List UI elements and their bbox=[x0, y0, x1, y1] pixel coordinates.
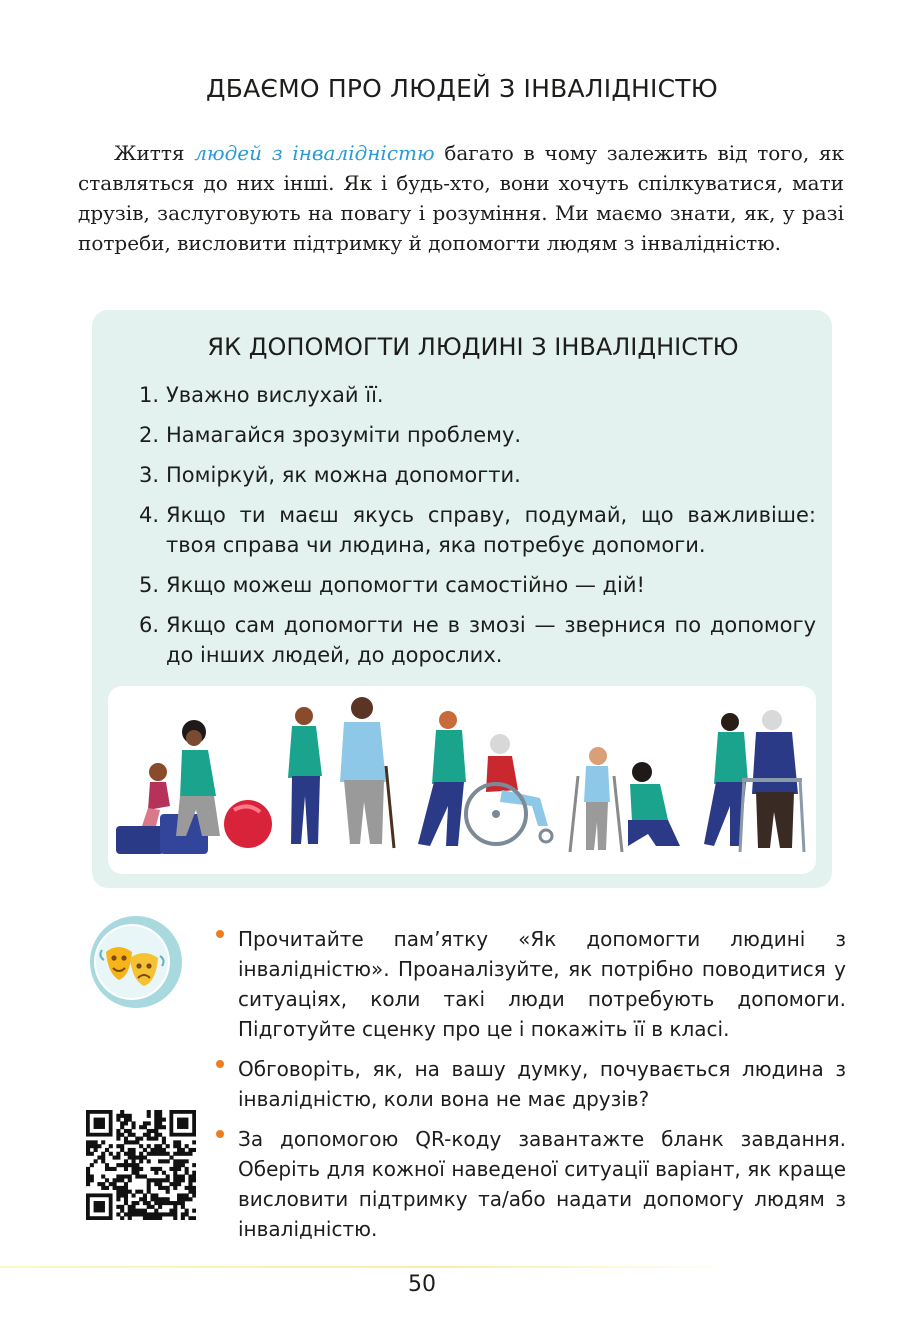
step-text: Якщо сам допомогти не в змозі — звернися по допомогу до інших людей, до дорослих. bbox=[166, 613, 816, 667]
memo-step bbox=[130, 500, 816, 560]
memo-title: ЯК ДОПОМОГТИ ЛЮДИНІ З ІНВАЛІДНІСТЮ bbox=[207, 333, 739, 361]
caregivers-illustration-art bbox=[108, 686, 816, 874]
step-text: Поміркуй, як можна допомогти. bbox=[166, 463, 521, 487]
walker-scene bbox=[704, 710, 804, 852]
caregivers-illustration bbox=[108, 686, 816, 874]
task-list bbox=[214, 924, 846, 1254]
step-text: Уважно вислухай її. bbox=[166, 383, 384, 407]
intro-lead: Життя bbox=[114, 141, 185, 165]
step-text: Якщо можеш допомогти самостійно — дій! bbox=[166, 573, 645, 597]
step-number: 4. bbox=[138, 503, 159, 527]
step-number: 1. bbox=[138, 383, 159, 407]
theater-masks-icon bbox=[88, 914, 184, 1010]
therapy-scene bbox=[116, 720, 272, 854]
step-text: Намагайся зрозуміти проблему. bbox=[166, 423, 522, 447]
step-text: Якщо ти маєш якусь справу, подумай, що важливіше: твоя справа чи людина, яка потребує допомоги. bbox=[166, 503, 816, 557]
memo-steps bbox=[130, 380, 816, 680]
step-number: 3. bbox=[138, 463, 159, 487]
step-number: 2. bbox=[138, 423, 159, 447]
intro-rest: багато в чому залежить від того, як ставляться до них інші. Як і будь-хто, вони хочуть спілкуватися, мати друзів, заслуговують на повагу і розуміння. Ми маємо знати, як, у разі потреби, висловити підтримку й допомогти людям з інвалідністю. bbox=[78, 141, 845, 255]
prosthetic-scene bbox=[288, 697, 394, 848]
task-item: Прочитайте пам’ятку «Як допомогти людині з інвалідністю». Проаналізуйте, як потрібно поводитися у ситуаціях, коли такі люди потребують допомоги. Підготуйте сценку про це і покажіть її в класі. bbox=[214, 924, 846, 1044]
bottom-rule bbox=[0, 1266, 740, 1268]
memo-box bbox=[92, 310, 832, 888]
memo-step bbox=[130, 380, 816, 410]
intro-paragraph bbox=[78, 138, 844, 258]
memo-step bbox=[130, 460, 816, 490]
page-number: 50 bbox=[408, 1272, 436, 1297]
qr-code[interactable] bbox=[86, 1110, 196, 1220]
page-title: ДБАЄМО ПРО ЛЮДЕЙ З ІНВАЛІДНІСТЮ bbox=[206, 74, 718, 103]
task-item: Обговоріть, як, на вашу думку, почувається людина з інвалідністю, коли вона не має друзів? bbox=[214, 1054, 846, 1114]
memo-step bbox=[130, 570, 816, 600]
memo-step bbox=[130, 420, 816, 450]
memo-step bbox=[130, 610, 816, 670]
step-number: 6. bbox=[138, 613, 159, 637]
task-item: За допомогою QR-коду завантажте бланк завдання. Оберіть для кожної наведеної ситуації варіант, як краще висловити підтримку та/або надати допомогу людям з інвалідністю. bbox=[214, 1124, 846, 1244]
qr-code-graphic bbox=[86, 1110, 196, 1220]
step-number: 5. bbox=[138, 573, 159, 597]
crutches-scene bbox=[570, 747, 680, 852]
wheelchair-scene bbox=[418, 711, 552, 846]
intro-term: людей з інвалідністю bbox=[194, 141, 435, 165]
